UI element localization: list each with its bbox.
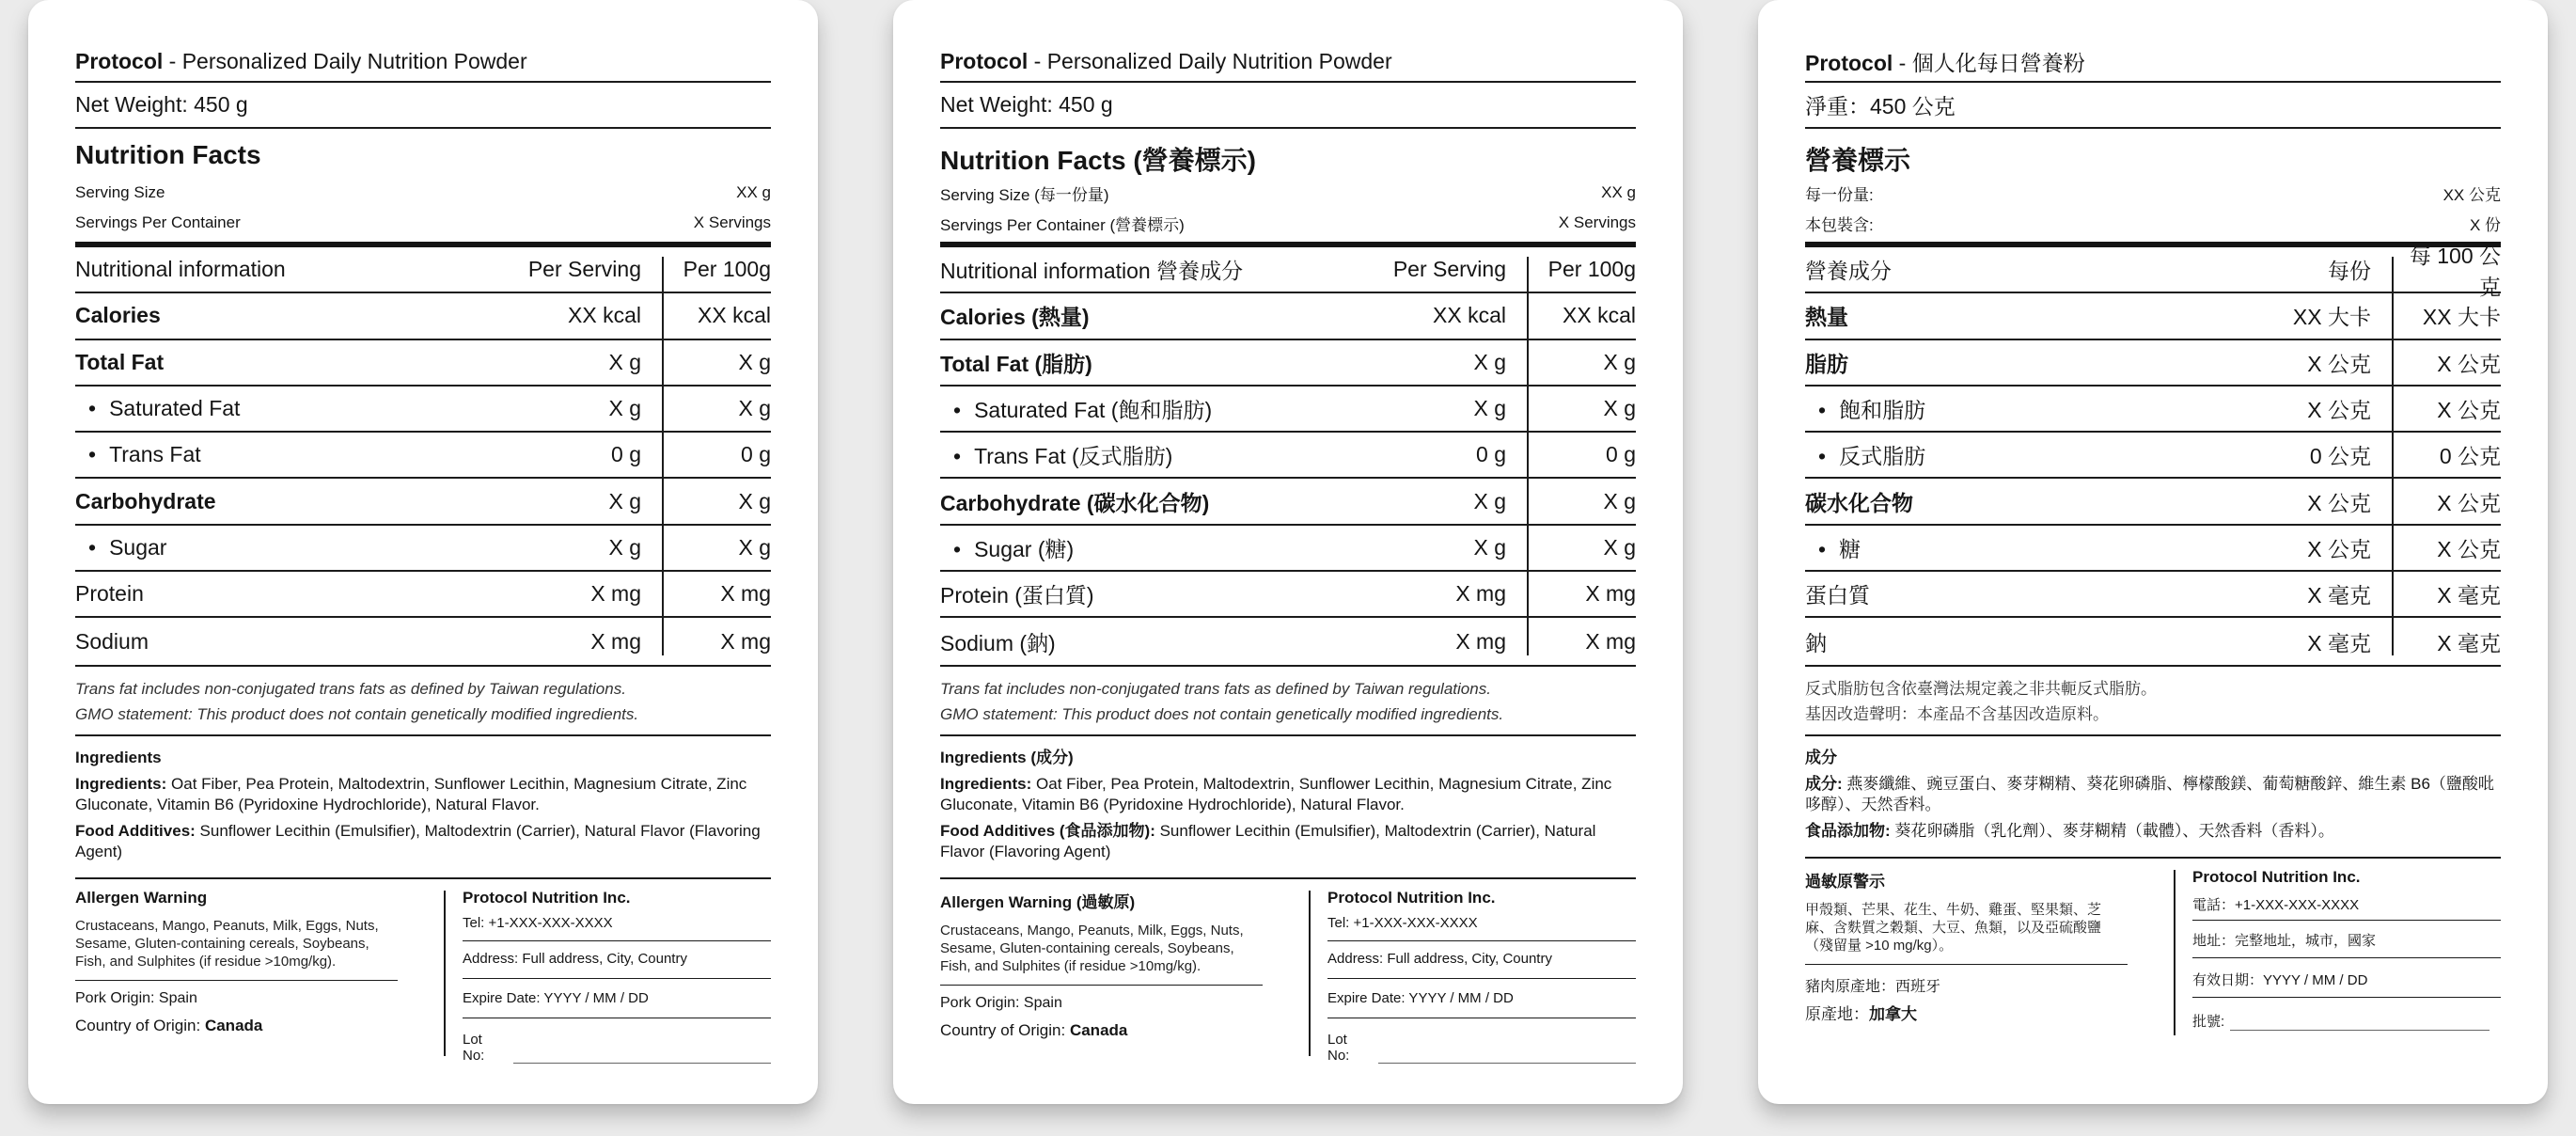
nutrient-per-serving: XX 大卡 bbox=[2292, 305, 2371, 330]
nutrient-per-100g: 0 公克 bbox=[2439, 444, 2501, 469]
nutrient-per-serving: X g bbox=[1473, 396, 1506, 421]
allergen-text: Crustaceans, Mango, Peanuts, Milk, Eggs, Nuts, Sesame, Gluten-containing cereals, Soybeans, Fish, and Sulphites (if residue >10mg/kg). bbox=[75, 917, 398, 981]
table-header-row bbox=[940, 247, 1636, 293]
nutrient-row bbox=[75, 618, 771, 664]
allergen-text: 甲殼類、芒果、花生、牛奶、雞蛋、堅果類、芝麻、含麩質之穀類、大豆、魚類，以及亞硫酸鹽（殘留量 >10 mg/kg）。 bbox=[1805, 901, 2128, 965]
nutrition-table bbox=[75, 247, 771, 665]
company-name: Protocol Nutrition Inc. bbox=[463, 888, 631, 907]
expire-date: 有效日期：YYYY / MM / DD bbox=[2192, 958, 2501, 998]
product-title bbox=[940, 41, 1636, 83]
pork-origin: 豬肉原產地：西班牙 bbox=[1805, 978, 1941, 995]
nutrient-per-100g: X mg bbox=[720, 581, 771, 607]
nutrition-table bbox=[1805, 243, 2501, 665]
additives-text: 葵花卵磷脂（乳化劑）、麥芽糊精（載體）、天然香料（香料）。 bbox=[1890, 821, 2334, 840]
column-divider bbox=[2392, 257, 2394, 655]
gmo-statement: 基因改造聲明：本產品不含基因改造原料。 bbox=[1805, 704, 2109, 723]
nutrient-row bbox=[940, 479, 1636, 525]
nutrient-row bbox=[940, 526, 1636, 572]
nutrient-per-100g: XX kcal bbox=[698, 303, 771, 328]
regulatory-notes bbox=[1805, 665, 2501, 734]
nutrient-per-100g: X g bbox=[738, 349, 771, 374]
nutrient-per-serving: X mg bbox=[590, 581, 641, 607]
nutrient-per-serving: X 公克 bbox=[2307, 490, 2371, 515]
trans-fat-note: 反式脂肪包含依臺灣法規定義之非共軛反式脂肪。 bbox=[1805, 679, 2157, 698]
nutrition-facts-heading: 營養標示 bbox=[1805, 146, 1911, 175]
additives-list bbox=[940, 821, 1636, 862]
nutrition-label-card bbox=[28, 0, 818, 1104]
nutrient-per-100g: X 公克 bbox=[2437, 398, 2501, 423]
nutrient-row bbox=[940, 572, 1636, 618]
servings-per-container-row bbox=[940, 208, 1636, 238]
ingredients-label: 成分: bbox=[1805, 774, 1843, 793]
nutrient-row bbox=[75, 572, 771, 618]
lot-number bbox=[2192, 998, 2501, 1031]
nutrient-row bbox=[1805, 293, 2501, 339]
nutrient-row bbox=[940, 433, 1636, 479]
country-label: Country of Origin: bbox=[75, 1016, 205, 1034]
header-per-100g: Per 100g bbox=[683, 257, 771, 282]
nutrient-name: Sodium (鈉) bbox=[940, 630, 1056, 655]
nutrient-row bbox=[1805, 479, 2501, 525]
country-value: 加拿大 bbox=[1869, 1004, 1917, 1023]
trans-fat-note: Trans fat includes non-conjugated trans fats as defined by Taiwan regulations. bbox=[940, 679, 1491, 698]
nutrient-name: Carbohydrate (碳水化合物) bbox=[940, 490, 1210, 515]
header-nutrient: Nutritional information bbox=[75, 257, 286, 282]
nutrient-per-100g: X g bbox=[738, 488, 771, 513]
nutrient-per-serving: X 毫克 bbox=[2307, 583, 2371, 608]
nutrient-name: Total Fat (脂肪) bbox=[940, 351, 1092, 376]
nutrient-per-serving: 0 g bbox=[611, 442, 641, 467]
nutrient-name: 脂肪 bbox=[1805, 351, 1848, 376]
table-header-row bbox=[1805, 243, 2501, 299]
table-header-row bbox=[75, 247, 771, 293]
manufacturer-block bbox=[2174, 859, 2501, 1031]
nutrient-name: • Sugar (糖) bbox=[940, 532, 1339, 563]
gmo-statement: GMO statement: This product does not contain genetically modified ingredients. bbox=[75, 704, 639, 723]
nutrient-per-100g: X g bbox=[1603, 488, 1636, 513]
header-per-serving: 每份 bbox=[2328, 259, 2371, 284]
company-name: Protocol Nutrition Inc. bbox=[2192, 867, 2361, 886]
nutrient-per-100g: X g bbox=[738, 396, 771, 421]
nutrient-per-serving: 0 公克 bbox=[2309, 444, 2371, 469]
trans-fat-note: Trans fat includes non-conjugated trans fats as defined by Taiwan regulations. bbox=[75, 679, 626, 698]
lot-label: 批號: bbox=[2192, 1013, 2225, 1030]
allergen-heading: 過敏原警示 bbox=[1805, 872, 1885, 891]
brand-name: Protocol bbox=[940, 48, 1029, 73]
nutrient-per-100g: X mg bbox=[720, 628, 771, 654]
product-title-text bbox=[1805, 46, 2085, 77]
nutrient-row bbox=[75, 526, 771, 572]
ingredients-section bbox=[940, 734, 1636, 877]
nutrient-per-100g: 0 g bbox=[1606, 442, 1636, 467]
expire-date: Expire Date: YYYY / MM / DD bbox=[463, 979, 771, 1018]
nutrient-row bbox=[75, 293, 771, 339]
lot-label: Lot No: bbox=[463, 1031, 485, 1064]
pork-origin: Pork Origin: Spain bbox=[940, 994, 1062, 1011]
nutrient-row bbox=[75, 340, 771, 387]
nutrient-row bbox=[1805, 340, 2501, 387]
nutrient-name: Sodium bbox=[75, 628, 149, 654]
nutrient-name: • Saturated Fat (飽和脂肪) bbox=[940, 393, 1339, 424]
nutrient-per-100g: X g bbox=[738, 534, 771, 560]
regulatory-notes bbox=[75, 665, 771, 734]
nutrition-facts-heading: Nutrition Facts bbox=[75, 140, 261, 169]
additives-text: Sunflower Lecithin (Emulsifier), Maltodextrin (Carrier), Natural Flavor (Flavoring Agent) bbox=[75, 821, 761, 860]
nutrient-per-serving: X 公克 bbox=[2307, 398, 2371, 423]
net-weight-row bbox=[1805, 83, 2501, 129]
manufacturer-block bbox=[444, 879, 771, 1064]
ingredients-text: Oat Fiber, Pea Protein, Maltodextrin, Sunflower Lecithin, Magnesium Citrate, Zinc Gluconate, Vitamin B6 (Pyridoxine Hydrochloride), Natural Flavor. bbox=[940, 774, 1612, 813]
ingredients-heading: Ingredients (成分) bbox=[940, 748, 1074, 766]
nutrient-name: • Saturated Fat bbox=[75, 396, 474, 421]
nutrition-label-card bbox=[1758, 0, 2548, 1104]
nutrient-per-serving: X mg bbox=[1455, 628, 1506, 654]
nutrient-per-serving: X g bbox=[608, 349, 641, 374]
nutrient-per-100g: X g bbox=[1603, 534, 1636, 560]
ingredients-text: 燕麥纖維、豌豆蛋白、麥芽糊精、葵花卵磷脂、檸檬酸鎂、葡萄糖酸鋅、維生素 B6（鹽酸吡哆醇）、天然香料。 bbox=[1805, 774, 2494, 813]
brand-name: Protocol bbox=[75, 48, 164, 73]
serving-size-row bbox=[75, 178, 771, 208]
serving-size-label: 每一份量: bbox=[1805, 185, 1874, 204]
ingredients-label: Ingredients: bbox=[940, 774, 1032, 793]
nutrient-per-100g: X g bbox=[1603, 396, 1636, 421]
nutrient-per-100g: X mg bbox=[1585, 628, 1636, 654]
nutrient-per-100g: X g bbox=[1603, 349, 1636, 374]
country-label: Country of Origin: bbox=[940, 1020, 1070, 1039]
header-nutrient: Nutritional information 營養成分 bbox=[940, 259, 1244, 284]
allergen-text: Crustaceans, Mango, Peanuts, Milk, Eggs, Nuts, Sesame, Gluten-containing cereals, Soybeans, Fish, and Sulphites (if residue >10mg/kg). bbox=[940, 922, 1263, 986]
nutrient-per-100g: X 公克 bbox=[2437, 536, 2501, 561]
nutrient-row bbox=[940, 387, 1636, 433]
nutrient-row bbox=[75, 479, 771, 525]
ingredients-label: Ingredients: bbox=[75, 774, 167, 793]
nutrient-per-serving: X g bbox=[1473, 488, 1506, 513]
nutrient-row bbox=[1805, 526, 2501, 572]
nutrient-per-serving: X g bbox=[608, 534, 641, 560]
nutrient-name: 蛋白質 bbox=[1805, 583, 1870, 608]
nutrient-per-serving: X mg bbox=[590, 628, 641, 654]
nutrient-per-serving: X 毫克 bbox=[2307, 630, 2371, 655]
additives-list bbox=[1805, 821, 2501, 842]
header-nutrient: 營養成分 bbox=[1805, 259, 1892, 284]
nutrient-per-serving: X g bbox=[1473, 534, 1506, 560]
nutrient-row bbox=[75, 387, 771, 433]
phone-number: Tel: +1-XXX-XXX-XXXX bbox=[1327, 915, 1636, 941]
column-divider bbox=[662, 257, 664, 655]
nutrient-row bbox=[1805, 433, 2501, 479]
address: Address: Full address, City, Country bbox=[463, 941, 771, 979]
nutrition-label-card bbox=[893, 0, 1683, 1104]
nutrient-name: 熱量 bbox=[1805, 305, 1848, 330]
lot-number bbox=[463, 1018, 771, 1064]
address: Address: Full address, City, Country bbox=[1327, 941, 1636, 979]
nutrient-name: • Trans Fat bbox=[75, 442, 474, 467]
footer-info bbox=[1805, 857, 2501, 1035]
lot-blank-line bbox=[2230, 1018, 2490, 1031]
nutrient-row bbox=[1805, 572, 2501, 618]
allergen-heading: Allergen Warning (過敏原) bbox=[940, 892, 1136, 911]
company-name: Protocol Nutrition Inc. bbox=[1327, 888, 1496, 907]
product-title-text bbox=[940, 49, 1392, 74]
servings-label: Servings Per Container (營養標示) bbox=[940, 215, 1185, 234]
country-of-origin bbox=[1805, 1001, 2128, 1024]
country-label: 原產地： bbox=[1805, 1004, 1869, 1023]
nutrient-name: 鈉 bbox=[1805, 630, 1827, 655]
servings-value: X Servings bbox=[693, 213, 771, 231]
regulatory-notes bbox=[940, 665, 1636, 734]
phone-number: Tel: +1-XXX-XXX-XXXX bbox=[463, 915, 771, 941]
header-per-100g: Per 100g bbox=[1547, 257, 1636, 282]
allergen-origin-block bbox=[75, 879, 403, 1056]
product-name: - 個人化每日營養粉 bbox=[1893, 50, 2085, 75]
nutrient-per-serving: XX kcal bbox=[1433, 303, 1506, 328]
servings-value: X Servings bbox=[1558, 213, 1636, 231]
ingredients-list bbox=[1805, 774, 2501, 815]
header-per-100g: 每 100 公克 bbox=[2409, 243, 2501, 299]
pork-origin: Pork Origin: Spain bbox=[75, 989, 197, 1006]
nutrition-table bbox=[940, 247, 1636, 665]
net-weight: 淨重：450 公克 bbox=[1805, 94, 1956, 118]
allergen-heading: Allergen Warning bbox=[75, 888, 208, 907]
servings-per-container-row bbox=[1805, 208, 2501, 238]
manufacturer-block bbox=[1309, 879, 1636, 1064]
nutrient-per-serving: X g bbox=[608, 396, 641, 421]
additives-list bbox=[75, 821, 771, 862]
nutrient-name: Calories bbox=[75, 303, 161, 328]
ingredients-text: Oat Fiber, Pea Protein, Maltodextrin, Sunflower Lecithin, Magnesium Citrate, Zinc Gluconate, Vitamin B6 (Pyridoxine Hydrochloride), Natural Flavor. bbox=[75, 774, 747, 813]
nutrient-name: • Sugar bbox=[75, 535, 474, 560]
lot-number bbox=[1327, 1018, 1636, 1064]
nutrient-name: Total Fat bbox=[75, 349, 165, 374]
country-value: Canada bbox=[1069, 1020, 1128, 1039]
nutrient-per-serving: X 公克 bbox=[2307, 351, 2371, 376]
nutrient-name: • Trans Fat (反式脂肪) bbox=[940, 439, 1339, 470]
product-title bbox=[1805, 41, 2501, 83]
ingredients-heading: 成分 bbox=[1805, 748, 1837, 766]
address: 地址：完整地址，城市，國家 bbox=[2192, 921, 2501, 958]
nutrient-row bbox=[940, 293, 1636, 339]
ingredients-list bbox=[75, 774, 771, 815]
lot-label: Lot No: bbox=[1327, 1031, 1350, 1064]
country-value: Canada bbox=[204, 1016, 263, 1034]
nutrient-per-serving: X mg bbox=[1455, 581, 1506, 607]
net-weight: Net Weight: 450 g bbox=[940, 92, 1113, 117]
footer-info bbox=[940, 877, 1636, 1064]
product-title bbox=[75, 41, 771, 83]
nutrient-name: 碳水化合物 bbox=[1805, 490, 1913, 515]
lot-blank-line bbox=[1378, 1050, 1636, 1064]
nutrition-facts-heading: Nutrition Facts (營養標示) bbox=[940, 146, 1256, 175]
ingredients-section bbox=[1805, 734, 2501, 857]
nutrient-name: Protein bbox=[75, 581, 144, 607]
serving-size-row bbox=[940, 178, 1636, 208]
ingredients-heading: Ingredients bbox=[75, 748, 162, 766]
brand-name: Protocol bbox=[1805, 50, 1893, 75]
nutrient-per-100g: X 公克 bbox=[2437, 351, 2501, 376]
country-of-origin bbox=[940, 1021, 1263, 1040]
nutrient-per-serving: 0 g bbox=[1476, 442, 1506, 467]
servings-label: Servings Per Container bbox=[75, 213, 241, 231]
nutrient-per-100g: X mg bbox=[1585, 581, 1636, 607]
lot-blank-line bbox=[513, 1050, 771, 1064]
allergen-origin-block bbox=[940, 879, 1268, 1056]
net-weight: Net Weight: 450 g bbox=[75, 92, 248, 117]
serving-size-label: Serving Size (每一份量) bbox=[940, 185, 1109, 204]
header-per-serving: Per Serving bbox=[527, 257, 641, 282]
serving-size-value: XX g bbox=[736, 183, 771, 201]
country-of-origin bbox=[75, 1017, 398, 1035]
nutrient-per-serving: X g bbox=[1473, 349, 1506, 374]
product-title-text bbox=[75, 49, 527, 74]
column-divider bbox=[1527, 257, 1529, 655]
nutrient-per-100g: 0 g bbox=[741, 442, 771, 467]
nutrient-per-100g: XX 大卡 bbox=[2422, 305, 2501, 330]
header-per-serving: Per Serving bbox=[1392, 257, 1506, 282]
footer-info bbox=[75, 877, 771, 1064]
nutrient-row bbox=[1805, 387, 2501, 433]
additives-label: Food Additives: bbox=[75, 821, 196, 840]
allergen-origin-block bbox=[1805, 859, 2133, 1035]
nutrient-name: Protein (蛋白質) bbox=[940, 583, 1094, 608]
nutrient-name: • 飽和脂肪 bbox=[1805, 393, 2204, 424]
additives-text: Sunflower Lecithin (Emulsifier), Maltodextrin (Carrier), Natural Flavor (Flavoring Agent) bbox=[940, 821, 1596, 860]
ingredients-section bbox=[75, 734, 771, 877]
serving-size-label: Serving Size bbox=[75, 183, 165, 201]
product-name: - Personalized Daily Nutrition Powder bbox=[1028, 48, 1392, 73]
servings-label: 本包裝含: bbox=[1805, 215, 1874, 234]
additives-label: 食品添加物: bbox=[1805, 821, 1891, 840]
serving-size-value: XX g bbox=[1601, 183, 1636, 201]
serving-size-row bbox=[1805, 178, 2501, 208]
phone-number: 電話：+1-XXX-XXX-XXXX bbox=[2192, 894, 2501, 921]
expire-date: Expire Date: YYYY / MM / DD bbox=[1327, 979, 1636, 1018]
nutrient-per-100g: X 毫克 bbox=[2437, 630, 2501, 655]
nutrient-row bbox=[1805, 618, 2501, 664]
nutrient-row bbox=[940, 618, 1636, 664]
nutrient-per-serving: X 公克 bbox=[2307, 536, 2371, 561]
gmo-statement: GMO statement: This product does not contain genetically modified ingredients. bbox=[940, 704, 1504, 723]
nutrient-row bbox=[75, 433, 771, 479]
servings-value: X 份 bbox=[2469, 215, 2501, 234]
nutrient-name: Carbohydrate bbox=[75, 488, 216, 513]
nutrient-name: • 反式脂肪 bbox=[1805, 439, 2204, 470]
nutrient-per-100g: X 毫克 bbox=[2437, 583, 2501, 608]
net-weight-row bbox=[940, 83, 1636, 129]
nutrient-row bbox=[940, 340, 1636, 387]
nutrient-per-100g: X 公克 bbox=[2437, 490, 2501, 515]
additives-label: Food Additives (食品添加物): bbox=[940, 821, 1155, 840]
product-name: - Personalized Daily Nutrition Powder bbox=[163, 48, 527, 73]
nutrient-name: • 糖 bbox=[1805, 532, 2204, 563]
serving-size-value: XX 公克 bbox=[2442, 185, 2501, 204]
net-weight-row bbox=[75, 83, 771, 129]
ingredients-list bbox=[940, 774, 1636, 815]
nutrient-per-serving: X g bbox=[608, 488, 641, 513]
nutrient-per-100g: XX kcal bbox=[1563, 303, 1636, 328]
nutrient-name: Calories (熱量) bbox=[940, 305, 1090, 330]
servings-per-container-row bbox=[75, 208, 771, 238]
nutrient-per-serving: XX kcal bbox=[568, 303, 641, 328]
